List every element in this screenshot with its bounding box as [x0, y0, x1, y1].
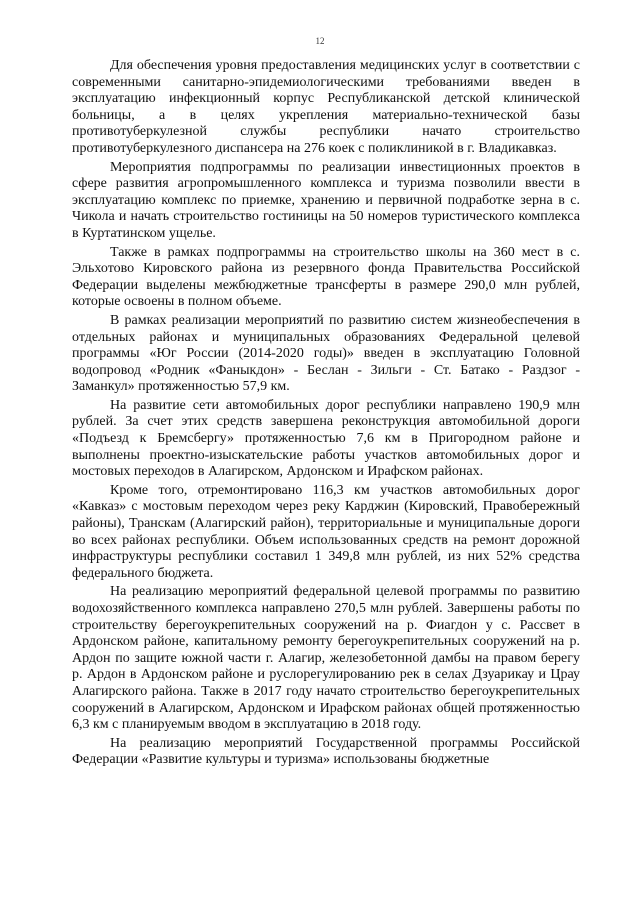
page-number: 12 — [315, 36, 325, 46]
paragraph-school-construction: Также в рамках подпрограммы на строительство школы на 360 мест в с. Эльхотово Кировского района из резервного фонда Правительства Российской Федерации выделены межбюджетные трансферты в размере 290,0 млн рублей, которые освоены в полном объеме. — [72, 244, 580, 310]
paragraph-road-network: На развитие сети автомобильных дорог республики направлено 190,9 млн рублей. За счет этих средств завершена реконструкция автомобильной дороги «Подъезд к Бремсбергу» протяженностью 7,6 км в Пригородном районе и выполнены проектно-изыскательские работы участков автомобильных дорог и мостовых переходов в Алагирском, Ардонском и Ирафском районах. — [72, 397, 580, 480]
paragraph-water-supply: В рамках реализации мероприятий по развитию систем жизнеобеспечения в отдельных районах и муниципальных образованиях Федеральной целевой программы «Юг России (2014-2020 годы)» введен в эксплуатацию Головной водопровод «Родник «Фаныкдон» - Беслан - Зильги - Ст. Батако - Раздзог - Заманкул» протяженностью 57,9 км. — [72, 312, 580, 395]
document-body — [72, 58, 580, 769]
paragraph-road-repair: Кроме того, отремонтировано 116,3 км участков автомобильных дорог «Кавказ» с мостовым переходом через реку Карджин (Кировский, Правобережный районы), Транскам (Алагирский район), территориальные и муниципальные дороги во всех районах республики. Объем использованных средств на ремонт дорожной инфраструктуры республики составил 1 349,8 млн рублей, из них 52% средства федерального бюджета. — [72, 482, 580, 581]
paragraph-water-management: На реализацию мероприятий федеральной целевой программы по развитию водохозяйственного комплекса направлено 270,5 млн рублей. Завершены работы по строительству берегоукрепительных сооружений на р. Фиагдон у с. Рассвет в Ардонском районе, капитальному ремонту берегоукрепительных сооружений на р. Ардон по защите южной части г. Алагир, железобетонной дамбы на правом берегу р. Ардон в Ардонском районе и руслорегулированию рек в селах Дзуарикау и Црау Алагирского района. Также в 2017 году начато строительство берегоукрепительных сооружений в Алагирском, Ардонском и Ирафском районах общей протяженностью 6,3 км с планируемым вводом в эксплуатацию в 2018 году. — [72, 584, 580, 733]
paragraph-medical-infrastructure: Для обеспечения уровня предоставления медицинских услуг в соответствии с современными санитарно-эпидемиологическими требованиями введен в эксплуатацию инфекционный корпус Республиканской детской клинической больницы, а в целях укрепления материально-технической базы противотуберкулезной службы республики начато строительство противотуберкулезного диспансера на 276 коек с поликлиникой в г. Владикавказ. — [72, 58, 580, 156]
paragraph-culture-tourism: На реализацию мероприятий Государственной программы Российской Федерации «Развитие культуры и туризма» использованы бюджетные — [72, 735, 580, 768]
paragraph-agro-tourism-projects: Мероприятия подпрограммы по реализации инвестиционных проектов в сфере развития агропромышленного комплекса и туризма позволили ввести в эксплуатацию комплекс по приемке, хранению и первичной подработке зерна в с. Чикола и начать строительство гостиницы на 50 номеров туристического комплекса в Куртатинском ущелье. — [72, 159, 580, 241]
